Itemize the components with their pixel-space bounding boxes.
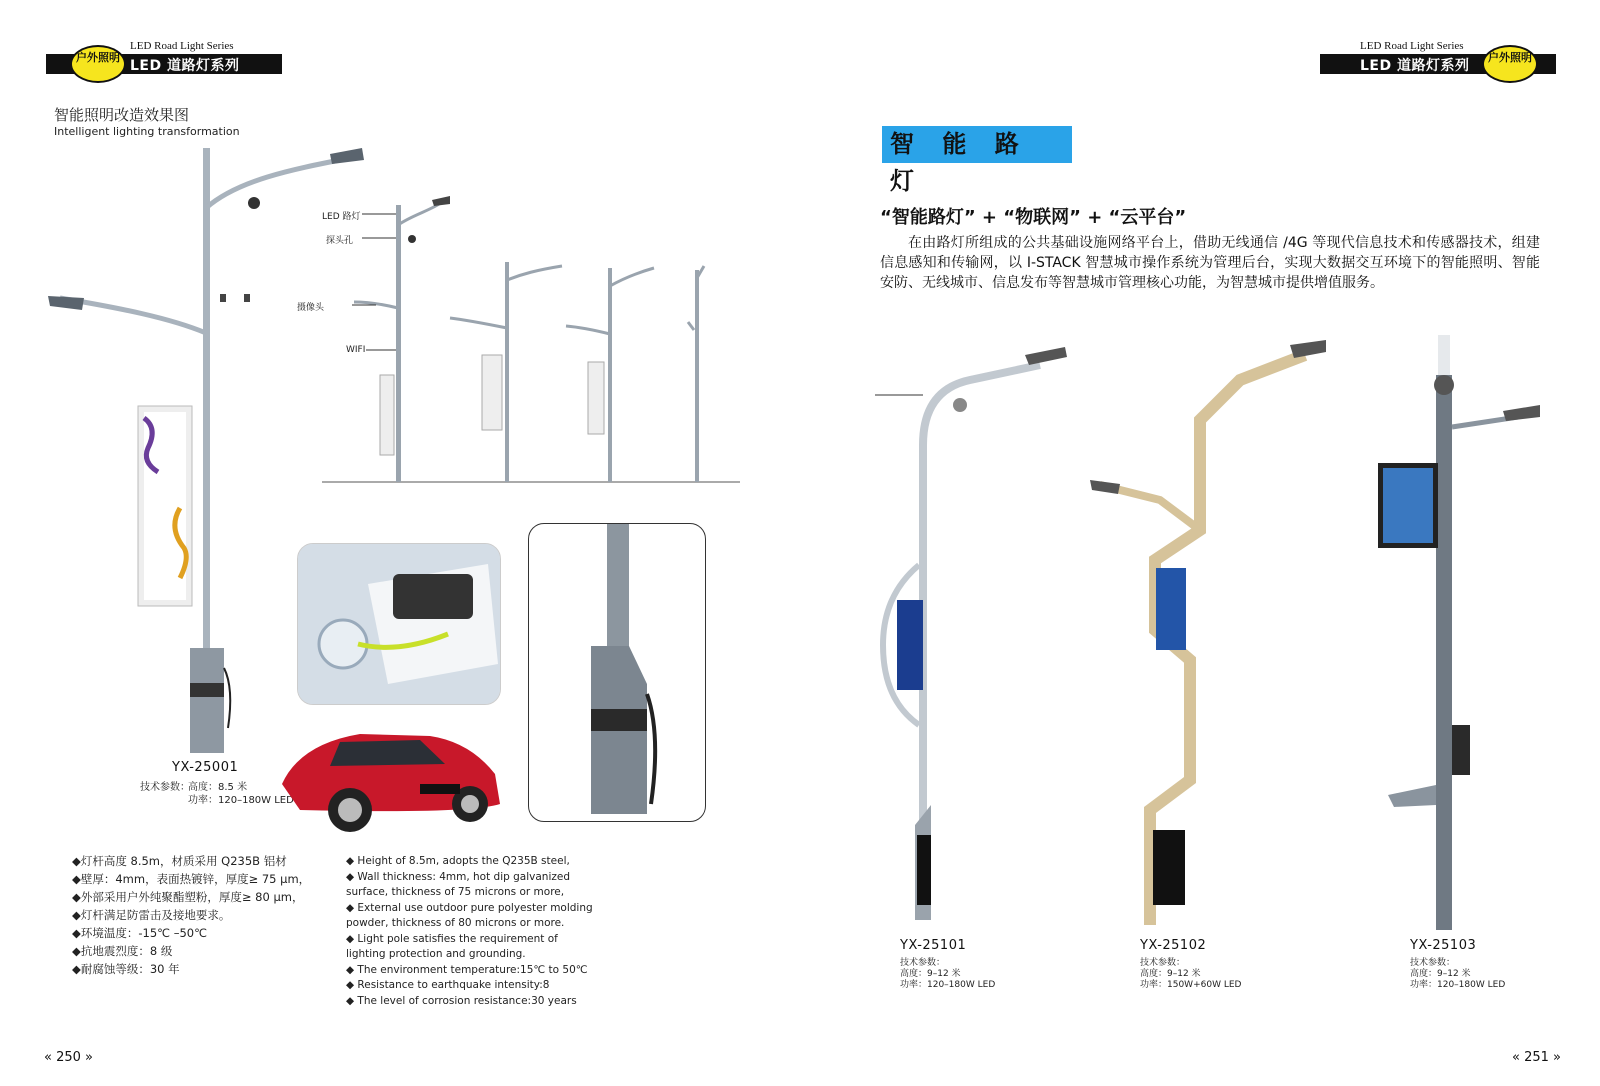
page-number-left: « 250 » <box>44 1050 93 1065</box>
product-spec-height: 高度：9–12 米 <box>1410 969 1471 979</box>
header-series-cn-right: LED 道路灯系列 <box>1360 58 1470 74</box>
pole-yx25101-illustration <box>875 345 1075 935</box>
product-spec-height: 高度：8.5 米 <box>188 782 248 793</box>
product-spec-label: 技术参数： <box>140 782 190 793</box>
product-spec-height: 高度：9–12 米 <box>1140 969 1201 979</box>
header-series-en-right: LED Road Light Series <box>1360 40 1464 52</box>
headline: “智能路灯” + “物联网” + “云平台” <box>880 207 1187 228</box>
red-car-image <box>270 714 510 834</box>
outdoor-lighting-badge-right: 户外照明 <box>1482 45 1538 83</box>
spec-bullet: ◆抗地震烈度：8 级 <box>72 944 173 958</box>
spec-bullet: ◆灯杆高度 8.5m，材质采用 Q235B 铝材 <box>72 854 287 868</box>
spec-bullet-en: ◆ The level of corrosion resistance:30 years <box>346 994 577 1007</box>
page-title: 智 能 路 灯 <box>882 126 1072 163</box>
spec-bullet-en: ◆ Resistance to earthquake intensity:8 <box>346 979 550 991</box>
ev-charging-photo <box>297 543 501 705</box>
pole-comparison-illustration <box>322 190 742 490</box>
intro-paragraph: 在由路灯所组成的公共基础设施网络平台上，借助无线通信 /4G 等现代信息技术和传感器技术，组建信息感知和传输网，以 I-STACK 智慧城市操作系统为管理后台，实现大数据交互环境下的智能照明、智能安防、无线城市、信息发布等智慧城市管理核心功能，为智慧城市提供增值服务。 <box>880 235 1540 291</box>
product-model: YX-25101 <box>900 938 967 953</box>
spec-bullet-en: ◆ Light pole satisfies the requirement of lighting protection and grounding. <box>346 932 558 960</box>
label-probe-hole: 探头孔 <box>326 236 354 246</box>
pole-yx25103-illustration <box>1378 335 1548 933</box>
product-model: YX-25001 <box>172 760 239 775</box>
spec-bullet-en: ◆ Wall thickness: 4mm, hot dip galvanized surface, thickness of 75 microns or more, <box>346 870 571 898</box>
product-spec-label: 技术参数： <box>1410 958 1456 968</box>
spec-bullet: ◆耐腐蚀等级：30 年 <box>72 962 180 976</box>
pole-yx25102-illustration <box>1090 340 1330 930</box>
outdoor-lighting-badge-left: 户外照明 <box>70 45 126 83</box>
header-series-en-left: LED Road Light Series <box>130 40 234 52</box>
section-title: 智能照明改造效果图 <box>54 106 190 124</box>
product-spec-power: 功率：120–180W LED <box>900 980 996 990</box>
product-spec-power: 功率：120–180W LED <box>1410 980 1506 990</box>
spec-bullet-en: ◆ Height of 8.5m, adopts the Q235B steel, <box>346 855 570 867</box>
spec-bullet: ◆外部采用户外纯聚酯塑粉，厚度≥ 80 μm， <box>72 890 304 904</box>
spec-bullet-en: ◆ External use outdoor pure polyester molding powder, thickness of 80 microns or more. <box>346 901 593 929</box>
spec-bullet: ◆壁厚：4mm，表面热镀锌，厚度≥ 75 μm， <box>72 872 311 886</box>
page-number-right: « 251 » <box>1512 1050 1561 1065</box>
label-wifi: WIFI <box>346 345 366 355</box>
label-led-street-light: LED 路灯 <box>322 212 361 222</box>
spec-bullet: ◆灯杆满足防雷击及接地要求。 <box>72 908 231 922</box>
product-spec-height: 高度：9–12 米 <box>900 969 961 979</box>
product-model: YX-25102 <box>1140 938 1207 953</box>
label-camera: 摄像头 <box>297 303 325 313</box>
spec-bullet-en: ◆ The environment temperature:15℃ to 50℃ <box>346 963 588 976</box>
pole-base-closeup <box>528 523 706 822</box>
header-series-cn-left: LED 道路灯系列 <box>130 58 240 74</box>
product-spec-power: 功率：150W+60W LED <box>1140 980 1242 990</box>
spec-bullets-cn <box>72 852 332 978</box>
product-spec-power: 功率：120–180W LED <box>188 795 294 806</box>
product-model: YX-25103 <box>1410 938 1477 953</box>
product-spec-label: 技术参数： <box>1140 958 1186 968</box>
section-subtitle: Intelligent lighting transformation <box>54 125 240 138</box>
spec-bullet: ◆环境温度：-15℃ –50℃ <box>72 926 208 940</box>
product-spec-label: 技术参数： <box>900 958 946 968</box>
spec-bullets-en <box>346 854 596 1009</box>
